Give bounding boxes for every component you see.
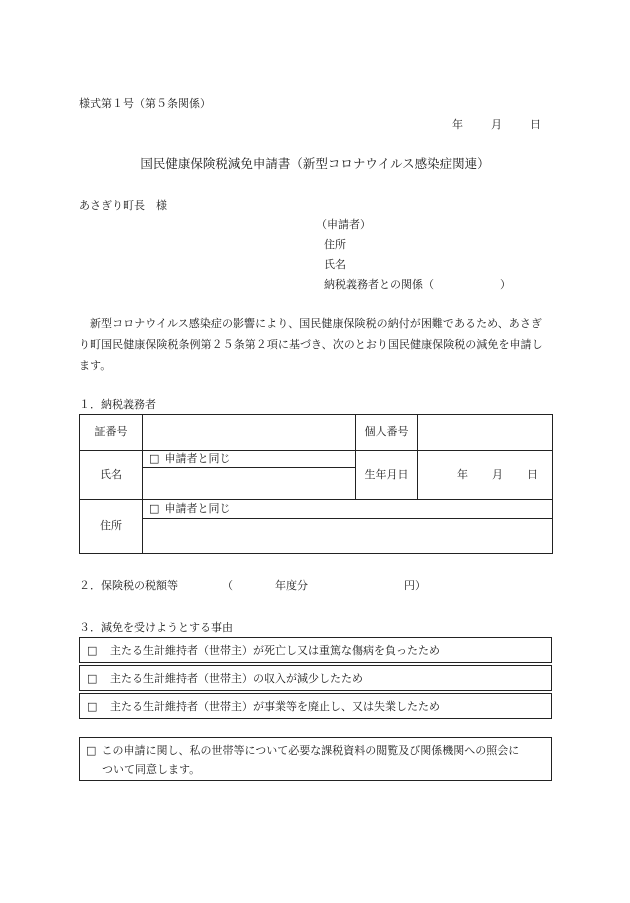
consent-option[interactable] <box>79 737 552 781</box>
cert-no-field[interactable] <box>143 415 356 451</box>
birth-year-label: 年 <box>457 467 468 481</box>
page-title: 国民健康保険税減免申請書（新型コロナウイルス感染症関連） <box>140 156 490 171</box>
birth-month-label: 月 <box>492 467 503 481</box>
checkbox-icon[interactable]: □ <box>87 672 98 685</box>
checkbox-icon[interactable]: □ <box>86 744 97 757</box>
applicant-relation-label: 納税義務者との関係（ ） <box>324 278 511 291</box>
taxpayer-address-label: 住所 <box>80 500 143 554</box>
checkbox-icon[interactable]: □ <box>149 451 160 465</box>
applicant-name-label: 氏名 <box>324 258 346 271</box>
addressee: あさぎり町長 様 <box>79 199 167 212</box>
section3-heading: ３．減免を受けようとする事由 <box>79 621 233 634</box>
same-as-applicant-label: 申請者と同じ <box>164 501 231 515</box>
personal-no-label: 個人番号 <box>356 415 418 451</box>
checkbox-icon[interactable]: □ <box>149 501 160 515</box>
date-month-label: 月 <box>491 118 502 131</box>
birth-day-label: 日 <box>527 467 538 481</box>
reason-option-3[interactable] <box>79 693 552 719</box>
reason-text: 主たる生計維持者（世帯主）が死亡し又は重篤な傷病を負ったため <box>110 644 440 657</box>
birthdate-field[interactable] <box>418 451 553 500</box>
form-number: 様式第１号（第５条関係） <box>79 97 211 110</box>
section1-heading: １．納税義務者 <box>79 398 156 411</box>
date-day-label: 日 <box>530 118 541 131</box>
personal-no-field[interactable] <box>418 415 553 451</box>
cert-no-label: 証番号 <box>80 415 143 451</box>
consent-text-line2: ついて同意します。 <box>102 763 201 776</box>
address-same-as-applicant-option[interactable] <box>143 500 553 519</box>
application-date <box>452 118 541 133</box>
consent-text-line1: この申請に関し、私の世帯等について必要な課税資料の閲覧及び関係機関への照会に <box>101 744 520 757</box>
applicant-block <box>316 218 511 298</box>
yen-label: 円） <box>404 579 426 592</box>
applicant-address-label: 住所 <box>324 238 346 251</box>
name-same-as-applicant-option[interactable] <box>143 451 356 468</box>
birthdate-label: 生年月日 <box>356 451 418 500</box>
applicant-heading: （申請者） <box>316 218 371 231</box>
taxpayer-address-field[interactable] <box>143 519 553 554</box>
tax-amount-open: （ <box>222 579 233 592</box>
reason-text: 主たる生計維持者（世帯主）の収入が減少したため <box>110 672 363 685</box>
checkbox-icon[interactable]: □ <box>87 700 98 713</box>
reason-text: 主たる生計維持者（世帯主）が事業等を廃止し、又は失業したため <box>110 700 440 713</box>
checkbox-icon[interactable]: □ <box>87 644 98 657</box>
fiscal-year-label: 年度分 <box>275 579 308 592</box>
reason-option-1[interactable] <box>79 637 552 663</box>
section2-heading: ２．保険税の税額等 <box>79 579 178 592</box>
taxpayer-name-label: 氏名 <box>80 451 143 500</box>
reason-option-2[interactable] <box>79 665 552 691</box>
same-as-applicant-label: 申請者と同じ <box>164 451 231 465</box>
section2-line <box>79 579 426 594</box>
taxpayer-table <box>79 414 553 554</box>
reason-list <box>79 637 552 719</box>
body-paragraph: 新型コロナウイルス感染症の影響により、国民健康保険税の納付が困難であるため、あさぎり町国民健康保険税条例第２５条第２項に基づき、次のとおり国民健康保険税の減免を申請します。 <box>79 317 543 372</box>
date-year-label: 年 <box>452 118 463 131</box>
taxpayer-name-field[interactable] <box>143 468 356 500</box>
